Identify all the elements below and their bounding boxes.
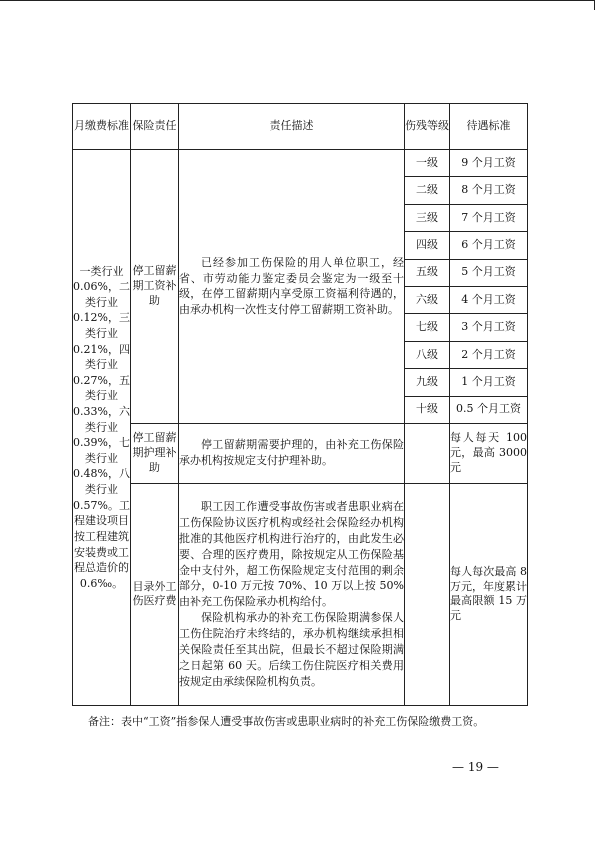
grade-cell: 五级 bbox=[405, 259, 450, 286]
description-cell bbox=[179, 483, 405, 705]
description-paragraph: 停工留薪期需要护理的，由补充工伤保险承办机构按规定支付护理补助。 bbox=[179, 438, 404, 468]
responsibility-cell: 停工留薪期工资补助 bbox=[131, 150, 179, 424]
grade-cell: 一级 bbox=[405, 150, 450, 177]
standard-cell: 7 个月工资 bbox=[450, 204, 528, 231]
insurance-benefit-table bbox=[72, 103, 528, 706]
responsibility-cell: 目录外工伤医疗费 bbox=[131, 483, 179, 705]
table-row bbox=[73, 483, 528, 705]
standard-cell: 每人每次最高 8 万元，年度累计最高限额 15 万元 bbox=[450, 483, 528, 705]
grade-cell: 八级 bbox=[405, 341, 450, 368]
description-paragraph: 已经参加工伤保险的用人单位职工，经省、市劳动能力鉴定委员会鉴定为一级至十级，在停工留薪期内享受原工资福利待遇的，由承办机构一次性支付停工留薪期工资补助。 bbox=[179, 255, 404, 317]
standard-cell: 1 个月工资 bbox=[450, 369, 528, 396]
standard-cell: 每人每天 100 元，最高 3000 元 bbox=[450, 423, 528, 483]
description-paragraph: 职工因工作遭受事故伤害或者患职业病在工伤保险协议医疗机构或经社会保险经办机构批准的其他医疗机构进行治疗的，由此发生必要、合理的医疗费用，除按规定从工伤保险基金中支付外，超工伤保险规定支付范围的剩余部分，0-10 万元按 70%、10 万以上按 50%由补充工伤保险承办机构给付。 bbox=[179, 499, 404, 609]
page-number: — 19 — bbox=[452, 760, 499, 774]
standard-cell: 3 个月工资 bbox=[450, 314, 528, 341]
table-footnote: 备注：表中“工资”指参保人遭受事故伤害或患职业病时的补充工伤保险缴费工资。 bbox=[88, 715, 485, 728]
description-cell bbox=[179, 150, 405, 424]
standard-cell: 6 个月工资 bbox=[450, 232, 528, 259]
description-paragraph: 保险机构承办的补充工伤保险期满参保人工伤住院治疗未终结的，承办机构继续承担相关保险责任至其出院，但最长不超过保险期满之日起第 60 天。后续工伤住院医疗相关费用按规定由承续保险机构负责。 bbox=[179, 611, 404, 689]
standard-cell: 9 个月工资 bbox=[450, 150, 528, 177]
header-disability-grade: 伤残等级 bbox=[405, 104, 450, 150]
grade-cell: 四级 bbox=[405, 232, 450, 259]
grade-cell-empty bbox=[405, 423, 450, 483]
standard-cell: 2 个月工资 bbox=[450, 341, 528, 368]
table-header-row bbox=[73, 104, 528, 150]
standard-cell: 4 个月工资 bbox=[450, 286, 528, 313]
top-border-line bbox=[0, 0, 595, 1]
standard-cell: 5 个月工资 bbox=[450, 259, 528, 286]
table-row bbox=[73, 150, 528, 177]
header-description: 责任描述 bbox=[179, 104, 405, 150]
standard-cell: 8 个月工资 bbox=[450, 177, 528, 204]
header-benefit-standard: 待遇标准 bbox=[450, 104, 528, 150]
grade-cell-empty bbox=[405, 483, 450, 705]
header-monthly-rate: 月缴费标准 bbox=[73, 104, 131, 150]
responsibility-cell: 停工留薪期护理补助 bbox=[131, 423, 179, 483]
standard-cell: 0.5 个月工资 bbox=[450, 396, 528, 423]
header-responsibility: 保险责任 bbox=[131, 104, 179, 150]
grade-cell: 九级 bbox=[405, 369, 450, 396]
grade-cell: 三级 bbox=[405, 204, 450, 231]
grade-cell: 二级 bbox=[405, 177, 450, 204]
table-row bbox=[73, 423, 528, 483]
monthly-rate-cell: 一类行业 0.06%，二类行业 0.12%，三类行业 0.21%，四类行业 0.27%，五类行业 0.33%，六类行业 0.39%，七类行业 0.48%，八类行业 0.57%。工程建设项目按工程建筑安装费或工程总造价的 0.6‰。 bbox=[73, 150, 131, 706]
grade-cell: 十级 bbox=[405, 396, 450, 423]
grade-cell: 六级 bbox=[405, 286, 450, 313]
description-cell bbox=[179, 423, 405, 483]
grade-cell: 七级 bbox=[405, 314, 450, 341]
